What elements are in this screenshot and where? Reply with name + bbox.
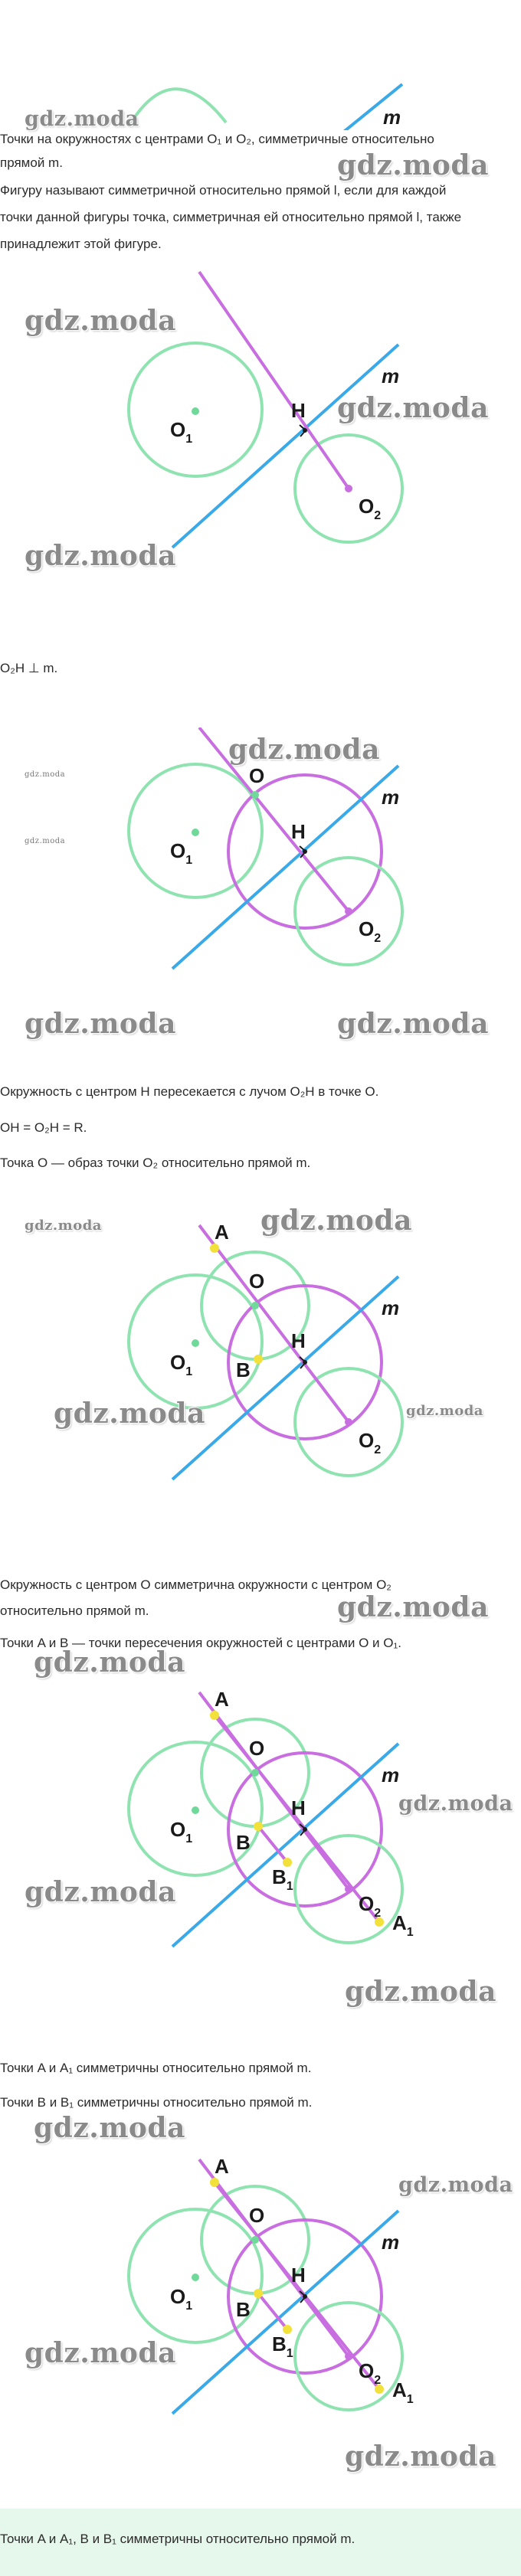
label-b: B: [236, 1831, 251, 1854]
point-o1: [192, 2274, 199, 2281]
watermark: gdz.moda: [345, 2440, 496, 2473]
point-o2: [345, 907, 352, 915]
point-o: [251, 2236, 259, 2244]
label-h: H: [291, 1329, 306, 1352]
label-h: H: [291, 1796, 306, 1819]
watermark: gdz.moda: [25, 540, 176, 572]
watermark: gdz.moda: [25, 107, 139, 131]
watermark: gdz.moda: [34, 2112, 185, 2144]
watermark: gdz.moda: [25, 1218, 102, 1234]
point-o: [251, 1769, 259, 1777]
line-m: [172, 1744, 398, 1947]
label-o: O: [249, 1270, 265, 1293]
answer-text: Точки A и A₁, B и B₁ симметричны относительно прямой m.: [0, 2532, 356, 2546]
point-o2: [345, 1418, 352, 1426]
label-h: H: [291, 820, 306, 843]
watermark: gdz.moda: [25, 837, 66, 845]
point-h: [303, 1827, 307, 1832]
watermark: gdz.moda: [337, 392, 489, 424]
point-o2: [345, 485, 352, 492]
point-o2: [345, 2352, 352, 2360]
point-h: [303, 1360, 307, 1365]
point-h: [303, 428, 307, 433]
watermark: gdz.moda: [25, 770, 66, 779]
point-b: [254, 2289, 263, 2298]
label-m: m: [382, 786, 400, 809]
text-line: Точки на окружностях с центрами O₁ и O₂, симметричные относительно: [0, 132, 434, 146]
label-b: B: [236, 2298, 251, 2321]
label-m: m: [382, 364, 400, 387]
point-a: [210, 1244, 219, 1253]
text-line: Окружность с центром H пересекается с лучом O₂H в точке O.: [0, 1084, 379, 1099]
label-o1: $O_1$: [170, 839, 193, 867]
text-line: относительно прямой m.: [0, 1603, 149, 1618]
label-b1: $B_1$: [272, 1865, 293, 1893]
point-a: [210, 2178, 219, 2187]
point-b: [254, 1355, 263, 1364]
point-a: [210, 1711, 219, 1720]
point-o: [251, 1302, 259, 1309]
label-o1: $O_1$: [170, 1818, 193, 1845]
text-line: Окружность с центром O симметрична окружности с центром O₂: [0, 1577, 392, 1592]
label-m: m: [382, 2231, 400, 2254]
text-line: Фигуру называют симметричной относительно прямой l, если для каждой: [0, 183, 447, 198]
label-m: m: [382, 1764, 400, 1787]
text-line: прямой m.: [0, 155, 63, 170]
figure-4: [0, 1662, 521, 1976]
label-o2: $O_2$: [359, 2359, 382, 2387]
text-line: Точки A и B — точки пересечения окружностей с центрами O и O₁.: [0, 1636, 401, 1650]
watermark: gdz.moda: [337, 1008, 489, 1040]
watermark: gdz.moda: [228, 734, 380, 766]
text-line: Точки B и B₁ симметричны относительно прямой m.: [0, 2095, 313, 2110]
figure-3: [0, 1195, 521, 1486]
point-h: [303, 849, 307, 854]
label-m-top: m: [383, 106, 401, 129]
text-line: OH = O₂H = R.: [0, 1120, 87, 1135]
watermark: gdz.moda: [337, 149, 489, 181]
text-line: Точка O — образ точки O₂ относительно прямой m.: [0, 1156, 311, 1170]
watermark: gdz.moda: [25, 1876, 176, 1908]
label-o: O: [249, 1737, 265, 1760]
watermark: gdz.moda: [345, 1976, 496, 2008]
label-o1: $O_1$: [170, 1351, 193, 1378]
point-o: [251, 791, 259, 799]
label-a1: $A_1$: [392, 2378, 414, 2406]
watermark: gdz.moda: [406, 1403, 483, 1419]
label-a: A: [215, 1688, 229, 1711]
watermark: gdz.moda: [25, 305, 176, 337]
point-o2: [345, 1885, 352, 1893]
watermark: gdz.moda: [54, 1398, 205, 1430]
label-o: O: [249, 2204, 265, 2227]
label-m: m: [382, 1296, 400, 1319]
label-b1: $B_1$: [272, 2332, 293, 2360]
text-line: принадлежит этой фигуре.: [0, 237, 162, 251]
label-a: A: [215, 1221, 229, 1244]
point-o1: [192, 1806, 199, 1814]
label-b: B: [236, 1358, 251, 1381]
green-circle-arc-fragment: [129, 89, 226, 126]
watermark: gdz.moda: [337, 1591, 489, 1623]
label-h: H: [291, 399, 306, 422]
label-o1: $O_1$: [170, 418, 193, 446]
label-o2: $O_2$: [359, 495, 382, 522]
watermark: gdz.moda: [34, 1646, 185, 1679]
label-o1: $O_1$: [170, 2285, 193, 2313]
watermark: gdz.moda: [25, 2337, 176, 2369]
label-h: H: [291, 2264, 306, 2287]
text-line: точки данной фигуры точка, симметричная ей относительно прямой l, также: [0, 210, 462, 224]
watermark: gdz.moda: [398, 2173, 513, 2197]
point-h: [303, 2294, 307, 2299]
point-o1: [192, 829, 199, 836]
label-o2: $O_2$: [359, 917, 382, 945]
label-o2: $O_2$: [359, 1892, 382, 1920]
label-o2: $O_2$: [359, 1429, 382, 1456]
line-m: [172, 2211, 398, 2414]
label-a: A: [215, 2155, 229, 2178]
point-o1: [192, 1339, 199, 1347]
label-a1: $A_1$: [392, 1911, 414, 1939]
watermark: gdz.moda: [260, 1205, 412, 1237]
text-line: Точки A и A₁ симметричны относительно прямой m.: [0, 2061, 312, 2075]
label-o: O: [249, 764, 265, 787]
watermark: gdz.moda: [398, 1792, 513, 1816]
watermark: gdz.moda: [25, 1008, 176, 1040]
point-b: [254, 1822, 263, 1831]
point-o1: [192, 407, 199, 415]
text-line: O₂H ⊥ m.: [0, 661, 58, 675]
